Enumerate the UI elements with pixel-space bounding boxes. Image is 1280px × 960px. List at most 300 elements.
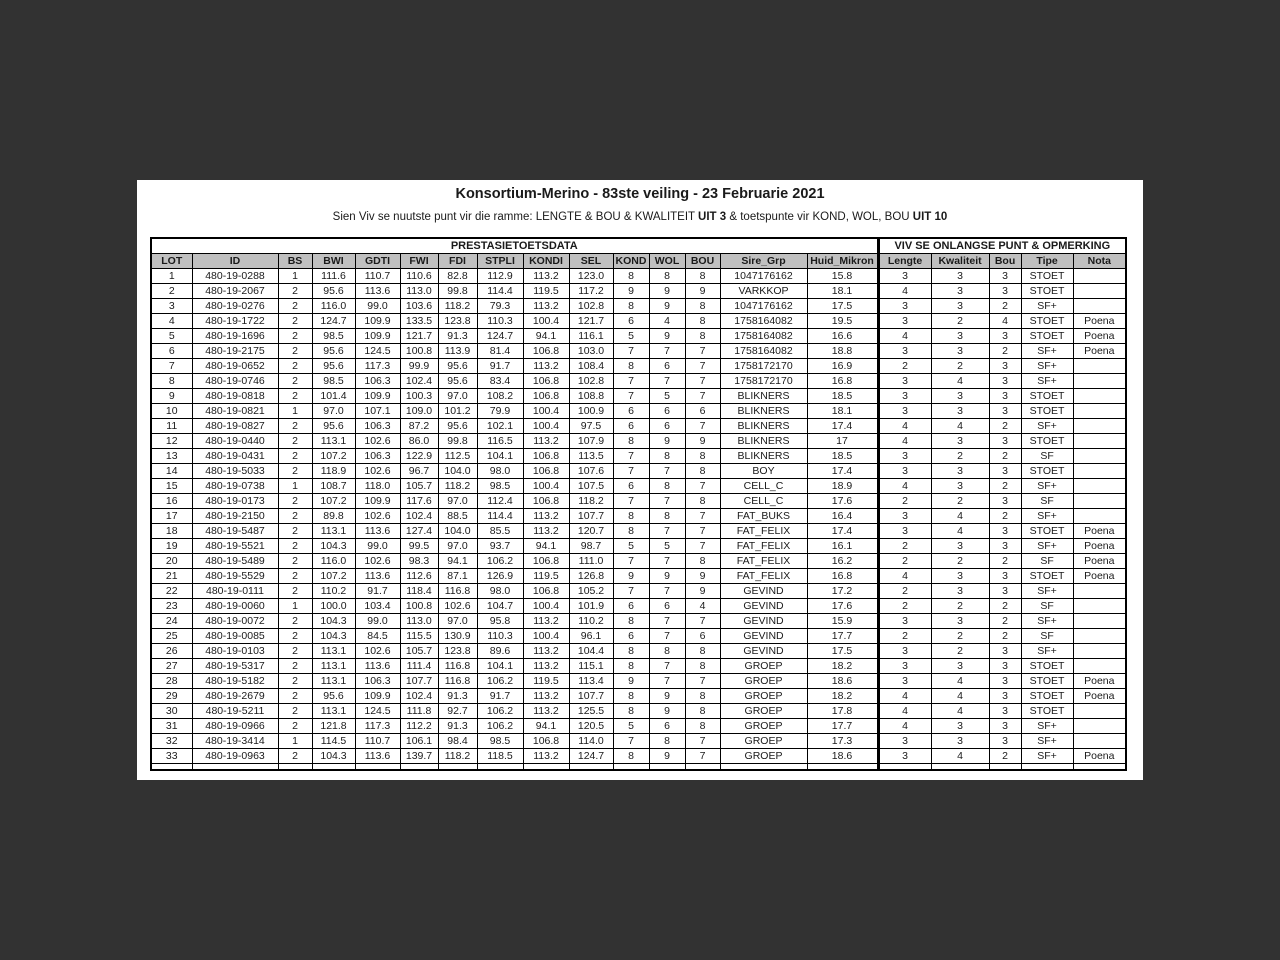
- table-cell: 6: [613, 479, 649, 494]
- table-cell: 81.4: [477, 344, 523, 359]
- table-cell: 8: [685, 494, 720, 509]
- table-cell: 2: [278, 569, 312, 584]
- table-cell: [1073, 509, 1126, 524]
- table-cell: 3: [151, 299, 192, 314]
- table-cell: Poena: [1073, 524, 1126, 539]
- table-cell: GROEP: [720, 674, 807, 689]
- table-cell: 4: [878, 569, 931, 584]
- table-cell: 118.0: [355, 479, 400, 494]
- table-cell: [1073, 644, 1126, 659]
- table-cell: 118.9: [312, 464, 355, 479]
- table-cell: 106.8: [523, 584, 569, 599]
- table-cell: SF+: [1021, 479, 1073, 494]
- table-cell: 92.7: [438, 704, 477, 719]
- table-cell: 107.2: [312, 569, 355, 584]
- table-cell: 95.6: [438, 374, 477, 389]
- table-cell: 111.4: [400, 659, 438, 674]
- table-cell: [1073, 734, 1126, 749]
- table-cell: 13: [151, 449, 192, 464]
- table-cell: 110.2: [312, 584, 355, 599]
- table-cell: 89.8: [312, 509, 355, 524]
- table-cell: 82.8: [438, 269, 477, 284]
- table-cell: FAT_FELIX: [720, 554, 807, 569]
- table-cell: 15.8: [807, 269, 878, 284]
- table-cell: GEVIND: [720, 644, 807, 659]
- table-cell: 127.4: [400, 524, 438, 539]
- table-cell: 94.1: [523, 539, 569, 554]
- table-cell: 100.3: [400, 389, 438, 404]
- table-cell: FAT_FELIX: [720, 524, 807, 539]
- table-cell: 8: [685, 464, 720, 479]
- table-cell: STOET: [1021, 269, 1073, 284]
- table-cell: 107.7: [569, 689, 613, 704]
- table-cell: 126.9: [477, 569, 523, 584]
- table-cell: 104.3: [312, 749, 355, 764]
- table-cell: 106.8: [523, 494, 569, 509]
- table-cell: [355, 764, 400, 771]
- table-cell: 112.2: [400, 719, 438, 734]
- table-cell: 2: [278, 314, 312, 329]
- table-cell: 107.6: [569, 464, 613, 479]
- table-cell: 17.2: [807, 584, 878, 599]
- table-row: [151, 659, 1126, 674]
- table-cell: 480-19-0738: [192, 479, 278, 494]
- table-cell: 139.7: [400, 749, 438, 764]
- table-cell: SF+: [1021, 614, 1073, 629]
- table-cell: [649, 764, 685, 771]
- table-cell: 118.5: [477, 749, 523, 764]
- table-cell: 83.4: [477, 374, 523, 389]
- table-cell: 3: [989, 524, 1021, 539]
- table-cell: [807, 764, 878, 771]
- table-cell: 106.8: [523, 344, 569, 359]
- table-cell: 95.6: [312, 359, 355, 374]
- table-cell: 113.6: [355, 659, 400, 674]
- table-cell: 18.1: [807, 404, 878, 419]
- table-cell: 6: [685, 629, 720, 644]
- table-cell: 16: [151, 494, 192, 509]
- performance-table: [150, 237, 1127, 771]
- table-cell: 122.9: [400, 449, 438, 464]
- table-row: [151, 674, 1126, 689]
- table-cell: [192, 764, 278, 771]
- table-cell: 5: [151, 329, 192, 344]
- table-cell: 2: [878, 539, 931, 554]
- table-cell: 9: [649, 434, 685, 449]
- table-cell: Poena: [1073, 569, 1126, 584]
- table-cell: 91.7: [477, 359, 523, 374]
- table-cell: 17.3: [807, 734, 878, 749]
- table-cell: 120.5: [569, 719, 613, 734]
- table-cell: 124.7: [477, 329, 523, 344]
- table-cell: 480-19-0440: [192, 434, 278, 449]
- table-cell: 18.5: [807, 389, 878, 404]
- table-cell: 97.0: [438, 494, 477, 509]
- table-cell: 17.5: [807, 299, 878, 314]
- column-header-kond: KOND: [613, 254, 649, 269]
- table-cell: 7: [649, 629, 685, 644]
- table-cell: STOET: [1021, 434, 1073, 449]
- table-cell: 3: [931, 719, 989, 734]
- table-cell: 2: [278, 674, 312, 689]
- column-header-id: ID: [192, 254, 278, 269]
- table-cell: 3: [931, 434, 989, 449]
- table-cell: 113.1: [312, 524, 355, 539]
- table-cell: 117.6: [400, 494, 438, 509]
- table-cell: 97.5: [569, 419, 613, 434]
- table-cell: 3: [878, 299, 931, 314]
- table-cell: 7: [685, 674, 720, 689]
- table-cell: 113.2: [523, 749, 569, 764]
- table-cell: 1758164082: [720, 314, 807, 329]
- table-cell: 2: [278, 329, 312, 344]
- table-cell: STOET: [1021, 284, 1073, 299]
- table-cell: 106.3: [355, 374, 400, 389]
- table-cell: 16.1: [807, 539, 878, 554]
- table-cell: 480-19-0431: [192, 449, 278, 464]
- table-cell: 3: [931, 734, 989, 749]
- table-cell: 480-19-0818: [192, 389, 278, 404]
- table-cell: 3: [878, 374, 931, 389]
- table-cell: 17.7: [807, 629, 878, 644]
- table-cell: 4: [878, 329, 931, 344]
- table-cell: FAT_FELIX: [720, 539, 807, 554]
- table-cell: BLIKNERS: [720, 389, 807, 404]
- table-cell: 108.7: [312, 479, 355, 494]
- table-cell: [400, 764, 438, 771]
- table-cell: 99.0: [355, 539, 400, 554]
- table-cell: 91.3: [438, 689, 477, 704]
- table-cell: 2: [278, 449, 312, 464]
- table-cell: 3: [989, 734, 1021, 749]
- table-cell: 118.2: [438, 479, 477, 494]
- table-cell: [1073, 284, 1126, 299]
- table-cell: Poena: [1073, 329, 1126, 344]
- table-cell: 3: [989, 359, 1021, 374]
- table-cell: [1073, 269, 1126, 284]
- table-cell: 6: [649, 359, 685, 374]
- table-cell: 2: [878, 599, 931, 614]
- table-row-clipped: [151, 764, 1126, 771]
- table-cell: 18.5: [807, 449, 878, 464]
- table-cell: 28: [151, 674, 192, 689]
- table-row: [151, 434, 1126, 449]
- table-cell: 2: [278, 524, 312, 539]
- table-cell: SF: [1021, 449, 1073, 464]
- table-cell: 100.4: [523, 404, 569, 419]
- table-cell: 25: [151, 629, 192, 644]
- table-cell: 98.0: [477, 464, 523, 479]
- table-cell: 3: [989, 584, 1021, 599]
- table-cell: 101.9: [569, 599, 613, 614]
- table-cell: 10: [151, 404, 192, 419]
- table-cell: FAT_FELIX: [720, 569, 807, 584]
- table-cell: 7: [685, 479, 720, 494]
- table-cell: 4: [931, 509, 989, 524]
- table-cell: 8: [685, 644, 720, 659]
- column-header-bs: BS: [278, 254, 312, 269]
- table-row: [151, 524, 1126, 539]
- table-cell: [720, 764, 807, 771]
- table-cell: 9: [613, 284, 649, 299]
- table-cell: 109.9: [355, 389, 400, 404]
- table-cell: 113.2: [523, 509, 569, 524]
- table-cell: 105.7: [400, 644, 438, 659]
- table-cell: 102.6: [355, 644, 400, 659]
- table-cell: 112.6: [400, 569, 438, 584]
- table-cell: 3: [878, 509, 931, 524]
- table-cell: SF+: [1021, 419, 1073, 434]
- table-cell: 3: [878, 464, 931, 479]
- table-row: [151, 629, 1126, 644]
- table-row: [151, 344, 1126, 359]
- table-cell: 99.5: [400, 539, 438, 554]
- table-cell: 120.7: [569, 524, 613, 539]
- table-cell: 6: [613, 629, 649, 644]
- table-cell: 17.4: [807, 419, 878, 434]
- table-cell: 7: [613, 389, 649, 404]
- table-cell: 8: [685, 689, 720, 704]
- table-cell: 7: [649, 494, 685, 509]
- table-cell: 103.0: [569, 344, 613, 359]
- table-cell: 110.7: [355, 269, 400, 284]
- table-cell: 480-19-0288: [192, 269, 278, 284]
- table-cell: GROEP: [720, 734, 807, 749]
- table-cell: 103.4: [355, 599, 400, 614]
- table-cell: BLIKNERS: [720, 449, 807, 464]
- table-cell: STOET: [1021, 329, 1073, 344]
- column-header-fwi: FWI: [400, 254, 438, 269]
- table-cell: 8: [613, 299, 649, 314]
- table-cell: 106.8: [523, 464, 569, 479]
- table-cell: 18.2: [807, 689, 878, 704]
- table-cell: 7: [649, 659, 685, 674]
- table-cell: 95.6: [438, 419, 477, 434]
- table-cell: STOET: [1021, 659, 1073, 674]
- table-cell: 91.3: [438, 329, 477, 344]
- table-cell: 113.2: [523, 359, 569, 374]
- table-cell: 16.4: [807, 509, 878, 524]
- table-cell: 22: [151, 584, 192, 599]
- table-cell: SF: [1021, 554, 1073, 569]
- table-cell: 113.5: [569, 449, 613, 464]
- table-cell: 3: [989, 389, 1021, 404]
- table-row: [151, 569, 1126, 584]
- table-cell: 18.2: [807, 659, 878, 674]
- table-cell: [312, 764, 355, 771]
- table-cell: 24: [151, 614, 192, 629]
- table-cell: [613, 764, 649, 771]
- table-cell: [1073, 479, 1126, 494]
- table-cell: 116.0: [312, 554, 355, 569]
- table-row: [151, 614, 1126, 629]
- table-cell: 108.2: [477, 389, 523, 404]
- table-cell: 8: [649, 479, 685, 494]
- table-cell: Poena: [1073, 674, 1126, 689]
- table-cell: 17.7: [807, 719, 878, 734]
- table-cell: 113.2: [523, 644, 569, 659]
- column-header-bwi: BWI: [312, 254, 355, 269]
- table-cell: 17.4: [807, 524, 878, 539]
- table-cell: 3: [989, 704, 1021, 719]
- table-cell: 18.1: [807, 284, 878, 299]
- table-cell: Poena: [1073, 344, 1126, 359]
- table-cell: 98.4: [438, 734, 477, 749]
- table-cell: 99.0: [355, 299, 400, 314]
- table-row: [151, 719, 1126, 734]
- table-cell: 5: [649, 389, 685, 404]
- table-cell: 9: [685, 434, 720, 449]
- table-cell: 96.1: [569, 629, 613, 644]
- table-cell: [878, 764, 931, 771]
- table-cell: 3: [931, 269, 989, 284]
- table-cell: 480-19-0746: [192, 374, 278, 389]
- table-cell: 9: [613, 569, 649, 584]
- table-cell: 480-19-5487: [192, 524, 278, 539]
- table-cell: 3: [931, 404, 989, 419]
- table-cell: 480-19-0821: [192, 404, 278, 419]
- table-cell: 2: [278, 494, 312, 509]
- table-cell: 2: [931, 494, 989, 509]
- table-cell: 480-19-0827: [192, 419, 278, 434]
- table-cell: 3: [989, 719, 1021, 734]
- column-header-nota: Nota: [1073, 254, 1126, 269]
- table-cell: 124.7: [569, 749, 613, 764]
- table-cell: 110.2: [569, 614, 613, 629]
- table-cell: 7: [685, 734, 720, 749]
- column-header-sire_grp: Sire_Grp: [720, 254, 807, 269]
- subtitle-bold-uit10: UIT 10: [912, 211, 948, 223]
- table-cell: 5: [613, 539, 649, 554]
- table-cell: 123.8: [438, 314, 477, 329]
- table-cell: 102.6: [438, 599, 477, 614]
- table-cell: 8: [649, 509, 685, 524]
- table-cell: GEVIND: [720, 614, 807, 629]
- table-cell: SF+: [1021, 719, 1073, 734]
- table-cell: 3: [878, 269, 931, 284]
- page-title: Konsortium-Merino - 83ste veiling - 23 Februarie 2021: [455, 186, 825, 202]
- table-cell: 3: [989, 644, 1021, 659]
- table-cell: [1021, 764, 1073, 771]
- table-cell: 98.7: [569, 539, 613, 554]
- table-cell: 121.7: [569, 314, 613, 329]
- table-cell: 7: [649, 344, 685, 359]
- table-row: [151, 554, 1126, 569]
- table-cell: [151, 764, 192, 771]
- table-cell: 113.2: [523, 689, 569, 704]
- table-cell: 7: [685, 374, 720, 389]
- table-cell: 480-19-5489: [192, 554, 278, 569]
- table-cell: 7: [649, 614, 685, 629]
- table-cell: 7: [685, 524, 720, 539]
- table-cell: 113.2: [523, 659, 569, 674]
- table-row: [151, 299, 1126, 314]
- table-cell: 115.1: [569, 659, 613, 674]
- table-cell: 104.4: [569, 644, 613, 659]
- table-cell: 4: [878, 434, 931, 449]
- table-cell: FAT_BUKS: [720, 509, 807, 524]
- table-cell: 7: [613, 494, 649, 509]
- table-cell: 113.6: [355, 524, 400, 539]
- table-cell: 113.2: [523, 299, 569, 314]
- table-cell: 105.2: [569, 584, 613, 599]
- table-cell: 480-19-5033: [192, 464, 278, 479]
- table-cell: 8: [613, 689, 649, 704]
- group-header-prestasietoetsdata: PRESTASIETOETSDATA: [151, 238, 878, 254]
- table-body: [151, 269, 1126, 771]
- table-cell: 7: [613, 464, 649, 479]
- table-cell: 4: [878, 704, 931, 719]
- table-cell: 104.0: [438, 524, 477, 539]
- table-cell: 113.1: [312, 659, 355, 674]
- table-cell: 106.3: [355, 674, 400, 689]
- table-cell: 8: [685, 269, 720, 284]
- table-cell: [1073, 404, 1126, 419]
- table-cell: 116.1: [569, 329, 613, 344]
- subtitle-text: & toetspunte vir KOND, WOL, BOU: [726, 211, 913, 223]
- table-cell: 26: [151, 644, 192, 659]
- table-cell: 8: [613, 614, 649, 629]
- table-cell: 8: [613, 749, 649, 764]
- table-cell: 2: [278, 389, 312, 404]
- table-cell: 93.7: [477, 539, 523, 554]
- table-cell: 2: [278, 749, 312, 764]
- table-cell: 3: [931, 584, 989, 599]
- table-cell: 3: [989, 434, 1021, 449]
- table-cell: 113.9: [438, 344, 477, 359]
- table-cell: 94.1: [438, 554, 477, 569]
- table-cell: 113.6: [355, 569, 400, 584]
- table-cell: 4: [931, 689, 989, 704]
- table-cell: 111.8: [400, 704, 438, 719]
- table-cell: [1073, 659, 1126, 674]
- subtitle-bold-uit3: UIT 3: [698, 211, 727, 223]
- table-row: [151, 269, 1126, 284]
- table-cell: 124.5: [355, 344, 400, 359]
- table-cell: 113.1: [312, 674, 355, 689]
- table-cell: 3: [989, 284, 1021, 299]
- table-cell: 6: [613, 314, 649, 329]
- table-cell: 87.2: [400, 419, 438, 434]
- table-cell: [1073, 584, 1126, 599]
- table-cell: 17.4: [807, 464, 878, 479]
- table-cell: 102.6: [355, 554, 400, 569]
- table-cell: 106.2: [477, 719, 523, 734]
- table-cell: 4: [878, 719, 931, 734]
- table-cell: 3: [989, 674, 1021, 689]
- table-cell: 5: [613, 719, 649, 734]
- table-cell: 8: [649, 734, 685, 749]
- table-cell: 2: [278, 434, 312, 449]
- table-cell: Poena: [1073, 314, 1126, 329]
- table-cell: SF+: [1021, 344, 1073, 359]
- table-cell: 2: [989, 749, 1021, 764]
- table-cell: 23: [151, 599, 192, 614]
- table-cell: SF+: [1021, 749, 1073, 764]
- table-cell: 8: [613, 509, 649, 524]
- table-row: [151, 509, 1126, 524]
- table-row: [151, 284, 1126, 299]
- table-cell: 9: [613, 674, 649, 689]
- table-cell: 7: [649, 374, 685, 389]
- table-cell: 107.1: [355, 404, 400, 419]
- table-cell: 118.2: [438, 299, 477, 314]
- table-cell: SF: [1021, 599, 1073, 614]
- table-cell: 107.7: [569, 509, 613, 524]
- table-cell: 2: [278, 614, 312, 629]
- table-cell: 123.0: [569, 269, 613, 284]
- table-cell: 3: [878, 314, 931, 329]
